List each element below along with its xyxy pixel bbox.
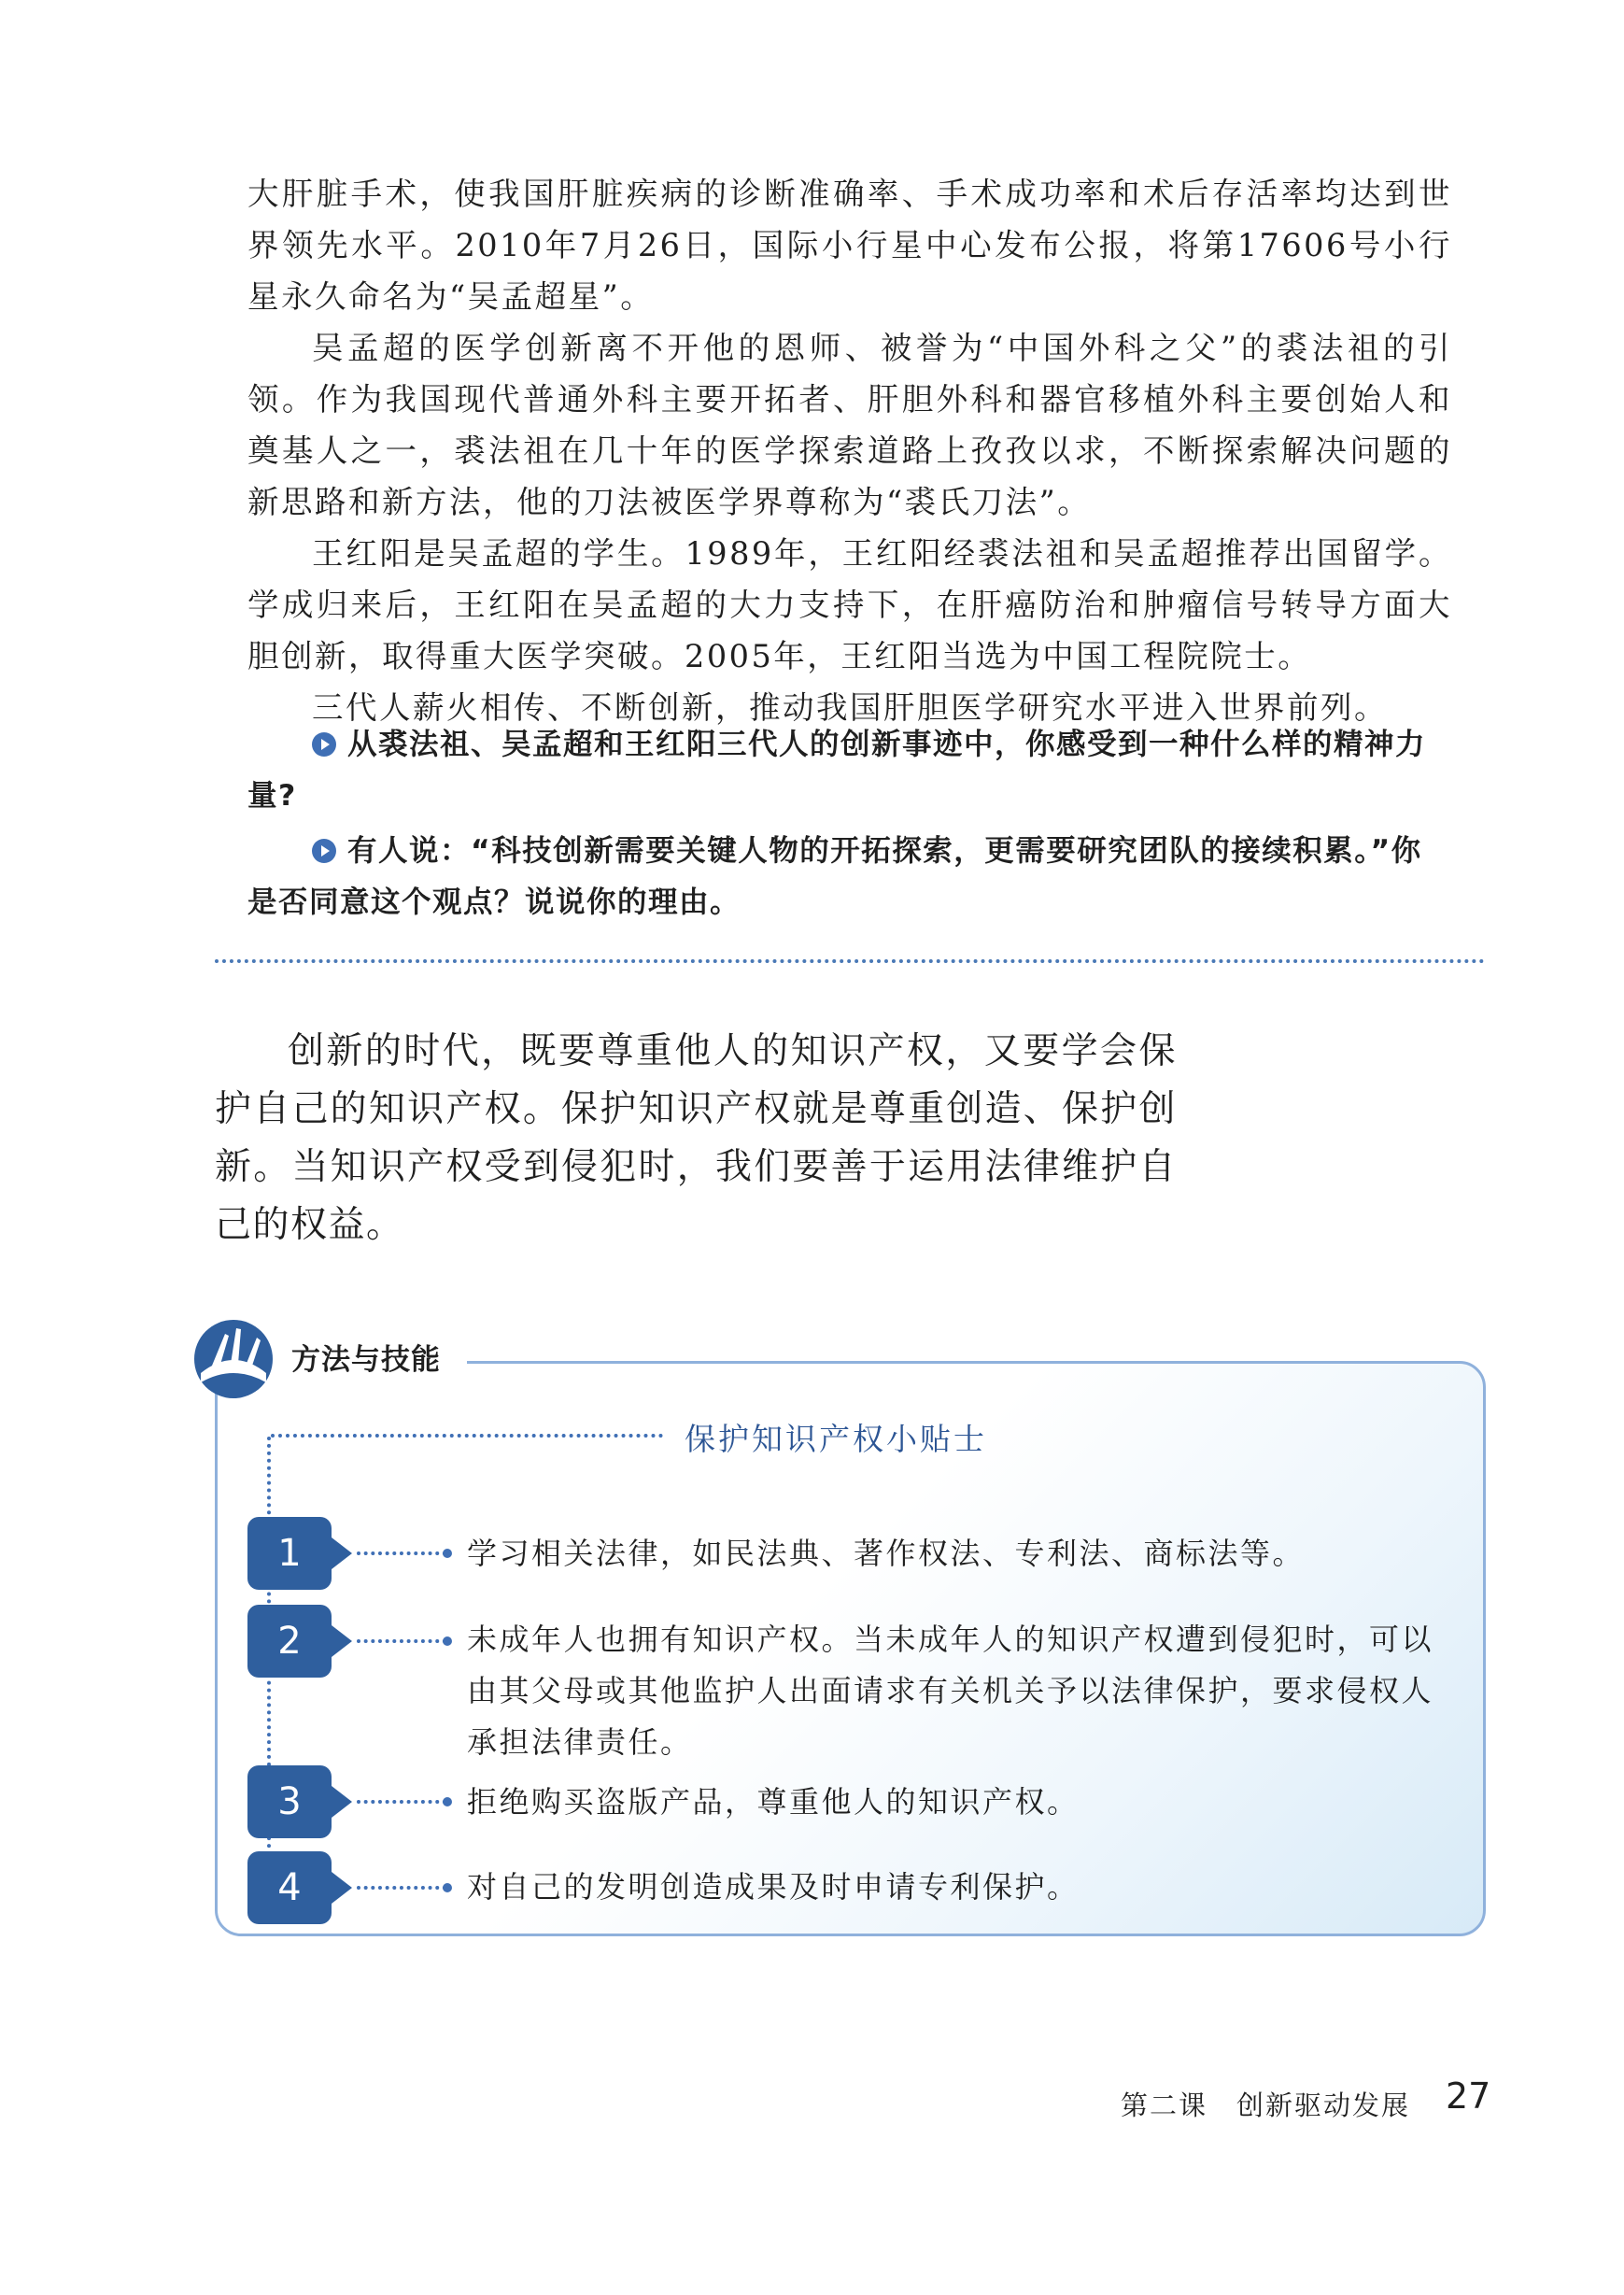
main-text xyxy=(215,1023,1177,1254)
step-text: 未成年人也拥有知识产权。当未成年人的知识产权遭到侵犯时，可以由其父母或其他监护人出面请求有关机关予以法律保护，要求侵权人承担法律责任。 xyxy=(467,1622,1434,1760)
story-paragraph: 吴孟超的医学创新离不开他的恩师、被誉为“中国外科之父”的裘法祖的引领。作为我国现代普通外科主要开拓者、肝胆外科和器官移植外科主要创始人和奠基人之一，裘法祖在几十年的医学探索道路上孜孜以求，不断探索解决问题的新思路和新方法，他的刀法被医学界尊称为“裘氏刀法”。 xyxy=(247,330,1452,520)
story-paragraph: 大肝脏手术，使我国肝脏疾病的诊断准确率、手术成功率和术后存活率均达到世界领先水平。2010年7月26日，国际小行星中心发布公报，将第17606号小行星永久命名为“吴孟超星”。 xyxy=(247,176,1452,315)
question-text: 有人说：“科技创新需要关键人物的开拓探索，更需要研究团队的接续积累。”你是否同意这个观点？说说你的理由。 xyxy=(247,834,1422,919)
story-text xyxy=(247,168,1452,733)
main-paragraph: 创新的时代，既要尊重他人的知识产权，又要学会保护自己的知识产权。保护知识产权就是尊重创造、保护创新。当知识产权受到侵犯时，我们要善于运用法律维护自己的权益。 xyxy=(215,1030,1177,1246)
tips-title: 保护知识产权小贴士 xyxy=(685,1421,987,1457)
arrow-bullet-icon xyxy=(312,732,336,757)
step-leader xyxy=(357,1800,446,1804)
step-number-badge: 1 xyxy=(247,1517,332,1590)
step-leader xyxy=(357,1551,446,1555)
step-number-badge: 4 xyxy=(247,1851,332,1924)
skill-logo-icon xyxy=(191,1317,275,1401)
step-number-badge: 3 xyxy=(247,1765,332,1838)
step-leader xyxy=(357,1886,446,1890)
page-number: 27 xyxy=(1446,2075,1491,2117)
arrow-bullet-icon xyxy=(312,839,336,863)
step-text: 学习相关法律，如民法典、著作权法、专利法、商标法等。 xyxy=(467,1536,1306,1571)
steps-connector-line xyxy=(267,1437,271,1922)
step-text: 拒绝购买盗版产品，尊重他人的知识产权。 xyxy=(467,1784,1080,1820)
question-item xyxy=(247,719,1452,822)
step-number-badge: 2 xyxy=(247,1605,332,1678)
tips-title-leader xyxy=(271,1434,663,1438)
discussion-questions xyxy=(247,719,1452,932)
section-divider xyxy=(215,959,1485,963)
question-item xyxy=(247,826,1452,928)
story-paragraph: 王红阳是吴孟超的学生。1989年，王红阳经裘法祖和吴孟超推荐出国留学。学成归来后，王红阳在吴孟超的大力支持下，在肝癌防治和肿瘤信号转导方面大胆创新，取得重大医学突破。2005年，王红阳当选为中国工程院院士。 xyxy=(247,535,1452,674)
step-text: 对自己的发明创造成果及时申请专利保护。 xyxy=(467,1869,1080,1905)
step-leader xyxy=(357,1639,446,1643)
skill-section-title: 方法与技能 xyxy=(291,1343,441,1377)
question-text: 从裘法祖、吴孟超和王红阳三代人的创新事迹中，你感受到一种什么样的精神力量? xyxy=(247,728,1427,813)
footer-lesson-title: 第二课 创新驱动发展 xyxy=(1121,2090,1411,2121)
story-paragraph: 三代人薪火相传、不断创新，推动我国肝胆医学研究水平进入世界前列。 xyxy=(312,689,1388,726)
